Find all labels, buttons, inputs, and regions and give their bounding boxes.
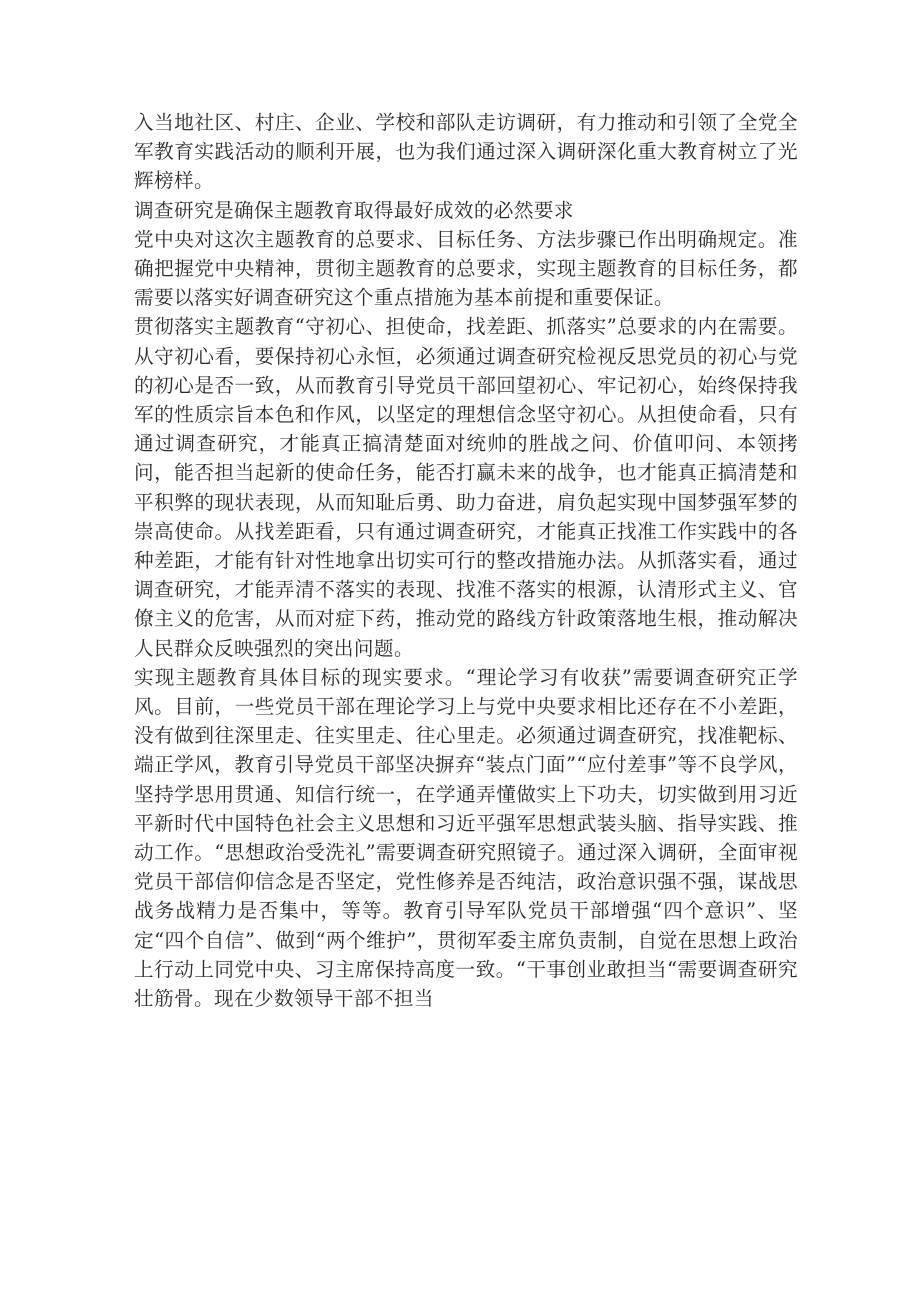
paragraph-general-requirements: 贯彻落实主题教育“守初心、担使命，找差距、抓落实”总要求的内在需要。从守初心看，要保持初心永恒，必须通过调查研究检视反思党员的初心与党的初心是否一致，从而教育引导党员干部回望初心、牢记初心，始终保持我军的性质宗旨本色和作风，以坚定的理想信念坚守初心。从担使命看，只有通过调查研究，才能真正搞清楚面对统帅的胜战之问、价值叩问、本领拷问，能否担当起新的使命任务，能否打赢未来的战争，也才能真正搞清楚和平积弊的现状表现，从而知耻后勇、助力奋进，肩负起实现中国梦强军梦的崇高使命。从找差距看，只有通过调查研究，才能真正找准工作实践中的各种差距，才能有针对性地拿出切实可行的整改措施办法。从抓落实看，通过调查研究，才能弄清不落实的表现、找准不落实的根源，认清形式主义、官僚主义的危害，从而对症下药，推动党的路线方针政策落地生根，推动解决人民群众反映强烈的突出问题。 [134, 315, 798, 660]
document-page [134, 108, 798, 1013]
paragraph-specific-goals: 实现主题教育具体目标的现实要求。“理论学习有收获”需要调查研究正学风。目前，一些党员干部在理论学习上与党中央要求相比还存在不小差距，没有做到往深里走、往实里走、往心里走。必须通过调查研究，找准靶标、端正学风，教育引导党员干部坚决摒弃“装点门面”“应付差事”等不良学风，坚持学思用贯通、知信行统一，在学通弄懂做实上下功夫，切实做到用习近平新时代中国特色社会主义思想和习近平强军思想武装头脑、指导实践、推动工作。“思想政治受洗礼”需要调查研究照镜子。通过深入调研，全面审视党员干部信仰信念是否坚定，党性修养是否纯洁，政治意识强不强，谋战思战务战精力是否集中，等等。教育引导军队党员干部增强“四个意识”、坚定“四个自信”、做到“两个维护”，贯彻军委主席负责制，自觉在思想上政治上行动上同党中央、习主席保持高度一致。“干事创业敢担当“需要调查研究壮筋骨。现在少数领导干部不担当 [134, 665, 798, 1011]
paragraph-central-requirements: 党中央对这次主题教育的总要求、目标任务、方法步骤已作出明确规定。准确把握党中央精神，贯彻主题教育的总要求，实现主题教育的目标任务，都需要以落实好调查研究这个重点措施为基本前提和重要保证。 [134, 227, 798, 310]
paragraph-intro-continuation: 入当地社区、村庄、企业、学校和部队走访调研，有力推动和引领了全党全军教育实践活动的顺利开展，也为我们通过深入调研深化重大教育树立了光辉榜样。 [134, 111, 798, 193]
section-heading: 调查研究是确保主题教育取得最好成效的必然要求 [134, 198, 574, 222]
